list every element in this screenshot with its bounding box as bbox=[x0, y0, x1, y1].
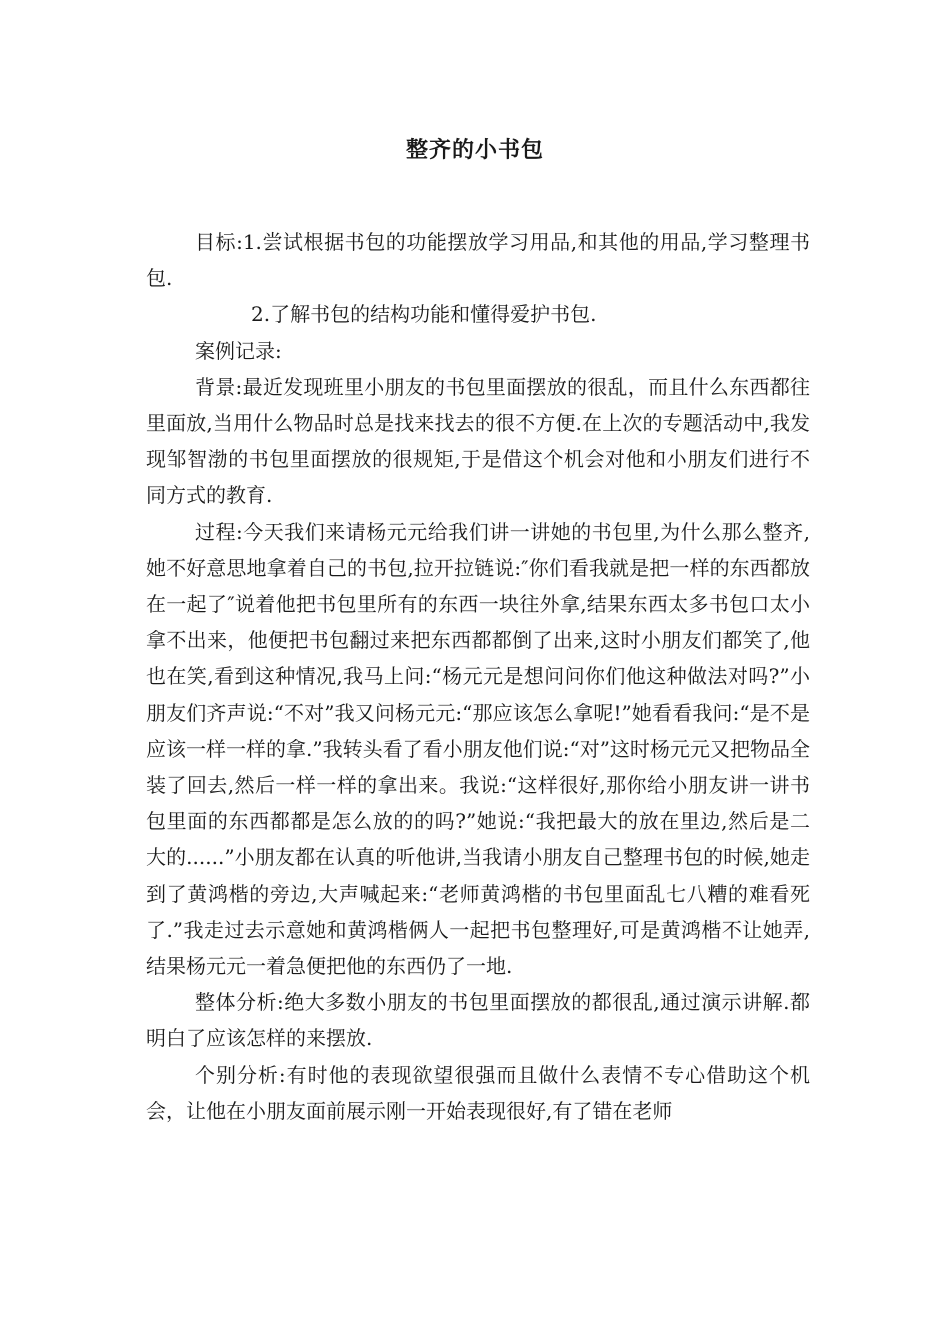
case-record-heading: 案例记录: bbox=[195, 338, 282, 363]
background-paragraph: 背景:最近发现班里小朋友的书包里面摆放的很乱，而且什么东西都往里面放,当用什么物品时总是找来找去的很不方便.在上次的专题活动中,我发现邹智渤的书包里面摆放的很规矩,于是借这个机会对他和小朋友们进行不同方式的教育. bbox=[146, 374, 810, 508]
goal-item-2: 2.了解书包的结构功能和懂得爱护书包. bbox=[251, 302, 597, 327]
individual-analysis-paragraph: 个别分析:有时他的表现欲望很强而且做什么表情不专心借助这个机会，让他在小朋友面前展示刚一开始表现很好,有了错在老师 bbox=[146, 1062, 810, 1123]
document-body bbox=[146, 224, 810, 1129]
goal-paragraph: 目标:1.尝试根据书包的功能摆放学习用品,和其他的用品,学习整理书包. bbox=[146, 230, 810, 291]
overall-analysis-paragraph: 整体分析:绝大多数小朋友的书包里面摆放的都很乱,通过演示讲解.都明白了应该怎样的来摆放. bbox=[146, 990, 810, 1051]
document-title: 整齐的小书包 bbox=[405, 137, 544, 163]
process-paragraph: 过程:今天我们来请杨元元给我们讲一讲她的书包里,为什么那么整齐,她不好意思地拿着自己的书包,拉开拉链说:″你们看我就是把一样的东西都放在一起了″说着他把书包里所有的东西一块往外拿,结果东西太多书包口太小拿不出来，他便把书包翻过来把东西都都倒了出来,这时小朋友们都笑了,他也在笑,看到这种情况,我马上问:“杨元元是想问问你们他这种做法对吗?”小朋友们齐声说:“不对”我又问杨元元:“那应该怎么拿呢!”她看看我问:“是不是应该一样一样的拿.”我转头看了看小朋友他们说:“对”这时杨元元又把物品全装了回去,然后一样一样的拿出来。我说:“这样很好,那你给小朋友讲一讲书包里面的东西都都是怎么放的的吗?”她说:“我把最大的放在里边,然后是二大的......”小朋友都在认真的听他讲,当我请小朋友自己整理书包的时候,她走到了黄鸿楷的旁边,大声喊起来:“老师黄鸿楷的书包里面乱七八糟的难看死了.”我走过去示意她和黄鸿楷俩人一起把书包整理好,可是黄鸿楷不让她弄,结果杨元元一着急便把他的东西仍了一地. bbox=[146, 519, 810, 979]
